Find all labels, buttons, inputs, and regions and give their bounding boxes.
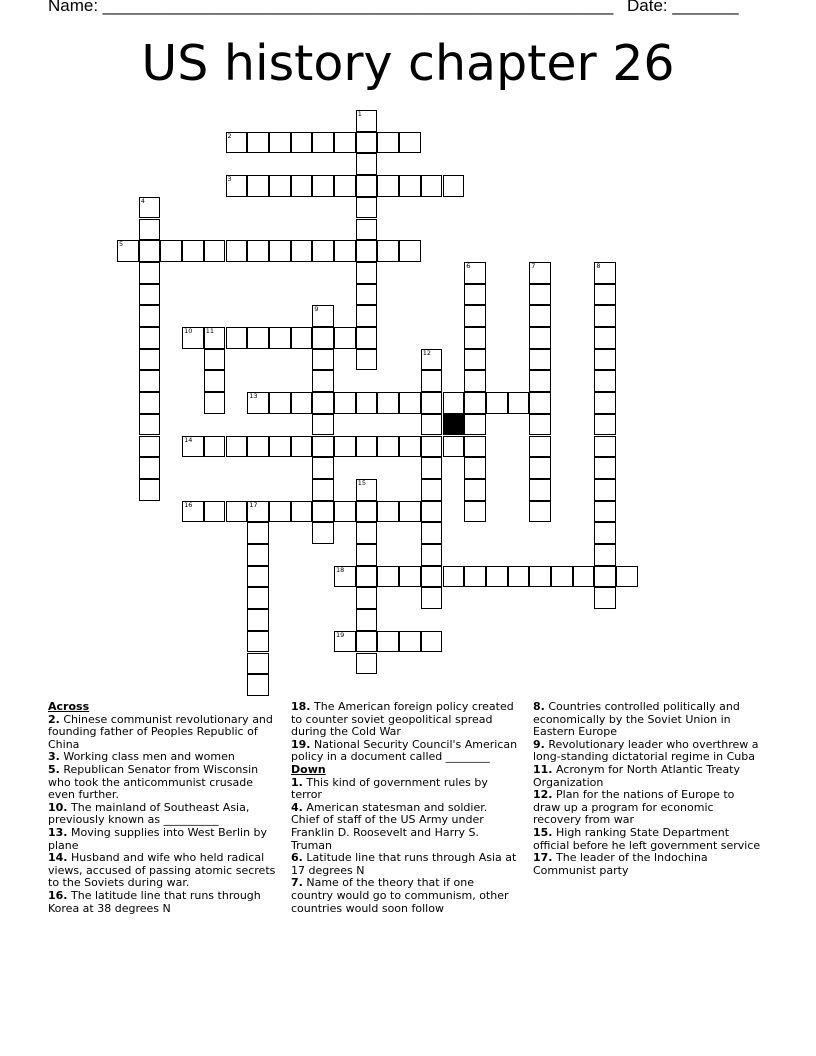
- grid-cell[interactable]: [226, 132, 248, 154]
- grid-cell[interactable]: [594, 479, 616, 501]
- grid-cell[interactable]: [421, 544, 443, 566]
- grid-cell[interactable]: [443, 566, 465, 588]
- clue-text: Acronym for North Atlantic Treaty Organization: [533, 762, 741, 789]
- clue-item: [533, 764, 761, 789]
- grid-cell[interactable]: [291, 392, 313, 414]
- across-heading: Across: [48, 700, 90, 713]
- grid-cell[interactable]: [312, 479, 334, 501]
- grid-cell[interactable]: [399, 631, 421, 653]
- cell-number: 7: [531, 261, 536, 270]
- grid-cell[interactable]: [421, 349, 443, 371]
- grid-cell[interactable]: [399, 501, 421, 523]
- grid-cell[interactable]: [139, 305, 161, 327]
- grid-cell[interactable]: [421, 479, 443, 501]
- grid-cell[interactable]: [226, 175, 248, 197]
- grid-cell[interactable]: [204, 436, 226, 458]
- grid-cell[interactable]: [204, 392, 226, 414]
- grid-cell[interactable]: [356, 305, 378, 327]
- grid-cell[interactable]: [421, 175, 443, 197]
- clue-item: [48, 890, 280, 915]
- clue-number: 19.: [291, 737, 311, 751]
- clue-number: 14.: [48, 851, 68, 865]
- grid-cell[interactable]: [529, 284, 551, 306]
- grid-cell[interactable]: [421, 522, 443, 544]
- grid-cell[interactable]: [356, 110, 378, 132]
- grid-cell[interactable]: [269, 132, 291, 154]
- grid-cell[interactable]: [529, 501, 551, 523]
- grid-cell[interactable]: [594, 457, 616, 479]
- grid-cell[interactable]: [269, 327, 291, 349]
- clue-item: [291, 739, 519, 764]
- grid-black-cell: [443, 414, 465, 436]
- grid-cell[interactable]: [443, 175, 465, 197]
- grid-cell[interactable]: [464, 436, 486, 458]
- grid-cell[interactable]: [356, 653, 378, 675]
- grid-cell[interactable]: [594, 349, 616, 371]
- clue-item: [291, 777, 519, 802]
- grid-cell[interactable]: [291, 436, 313, 458]
- grid-cell[interactable]: [421, 501, 443, 523]
- grid-cell[interactable]: [139, 479, 161, 501]
- grid-cell[interactable]: [291, 132, 313, 154]
- grid-cell[interactable]: [226, 501, 248, 523]
- clue-column-1: [48, 701, 280, 915]
- grid-cell[interactable]: [204, 501, 226, 523]
- grid-cell[interactable]: [356, 544, 378, 566]
- grid-cell[interactable]: [529, 457, 551, 479]
- grid-cell[interactable]: [247, 501, 269, 523]
- grid-cell[interactable]: [139, 197, 161, 219]
- clue-text: Plan for the nations of Europe to draw up a program for economic recovery from war: [533, 788, 735, 827]
- cell-number: 2: [227, 131, 232, 140]
- grid-cell[interactable]: [334, 501, 356, 523]
- cell-number: 15: [357, 478, 366, 487]
- grid-cell[interactable]: [356, 262, 378, 284]
- page-title: US history chapter 26: [141, 35, 675, 92]
- grid-cell[interactable]: [594, 327, 616, 349]
- grid-cell[interactable]: [464, 262, 486, 284]
- grid-cell[interactable]: [594, 284, 616, 306]
- grid-cell[interactable]: [247, 392, 269, 414]
- clue-text: The leader of the Indochina Communist party: [533, 851, 708, 877]
- cell-number: 19: [336, 630, 345, 639]
- grid-cell[interactable]: [247, 175, 269, 197]
- grid-cell[interactable]: [356, 132, 378, 154]
- grid-cell[interactable]: [312, 305, 334, 327]
- grid-cell[interactable]: [312, 392, 334, 414]
- grid-cell[interactable]: [529, 566, 551, 588]
- clue-number: 5.: [48, 762, 60, 776]
- grid-cell[interactable]: [291, 501, 313, 523]
- grid-cell[interactable]: [356, 197, 378, 219]
- grid-cell[interactable]: [356, 479, 378, 501]
- grid-cell[interactable]: [529, 262, 551, 284]
- grid-cell[interactable]: [182, 501, 204, 523]
- cell-number: 12: [422, 348, 432, 357]
- grid-cell[interactable]: [616, 566, 638, 588]
- grid-cell[interactable]: [312, 175, 334, 197]
- clue-text: Chinese communist revolutionary and founding father of Peoples Republic of China: [48, 712, 273, 751]
- grid-cell[interactable]: [356, 284, 378, 306]
- grid-cell[interactable]: [247, 544, 269, 566]
- clue-number: 11.: [533, 762, 553, 776]
- grid-cell[interactable]: [247, 327, 269, 349]
- grid-cell[interactable]: [139, 284, 161, 306]
- grid-cell[interactable]: [356, 522, 378, 544]
- grid-cell[interactable]: [356, 609, 378, 631]
- grid-cell[interactable]: [464, 392, 486, 414]
- clue-number: 15.: [533, 825, 553, 839]
- grid-cell[interactable]: [312, 414, 334, 436]
- grid-cell[interactable]: [421, 436, 443, 458]
- grid-cell[interactable]: [247, 674, 269, 696]
- grid-cell[interactable]: [139, 349, 161, 371]
- grid-cell[interactable]: [594, 436, 616, 458]
- cell-number: 5: [119, 240, 124, 249]
- clue-item: [291, 877, 519, 915]
- grid-cell[interactable]: [529, 370, 551, 392]
- grid-cell[interactable]: [443, 392, 465, 414]
- grid-cell[interactable]: [594, 522, 616, 544]
- grid-cell[interactable]: [226, 327, 248, 349]
- grid-cell[interactable]: [529, 436, 551, 458]
- grid-cell[interactable]: [334, 175, 356, 197]
- clue-text: The latitude line that runs through Korea at 38 degrees N: [48, 888, 261, 915]
- clue-item: [533, 827, 761, 852]
- clue-text: Countries controlled politically and economically by the Soviet Union in Eastern Europe: [533, 700, 740, 739]
- clue-text: Republican Senator from Wisconsin who took the anticommunist crusade even further.: [48, 762, 259, 802]
- cell-number: 13: [249, 392, 258, 401]
- grid-cell[interactable]: [377, 501, 399, 523]
- grid-cell[interactable]: [312, 457, 334, 479]
- grid-cell[interactable]: [464, 566, 486, 588]
- grid-cell[interactable]: [377, 175, 399, 197]
- grid-cell[interactable]: [247, 653, 269, 675]
- grid-cell[interactable]: [312, 327, 334, 349]
- grid-cell[interactable]: [334, 240, 356, 262]
- grid-cell[interactable]: [117, 240, 139, 262]
- grid-cell[interactable]: [594, 501, 616, 523]
- name-field-label: Name: ______________________________________________________: [48, 0, 614, 15]
- clue-number: 12.: [533, 788, 553, 802]
- grid-cell[interactable]: [464, 501, 486, 523]
- grid-cell[interactable]: [573, 566, 595, 588]
- cell-number: 9: [314, 305, 319, 314]
- grid-cell[interactable]: [464, 284, 486, 306]
- grid-cell[interactable]: [356, 566, 378, 588]
- grid-cell[interactable]: [594, 392, 616, 414]
- grid-cell[interactable]: [139, 392, 161, 414]
- grid-cell[interactable]: [377, 566, 399, 588]
- grid-cell[interactable]: [377, 436, 399, 458]
- grid-cell[interactable]: [247, 240, 269, 262]
- grid-cell[interactable]: [551, 566, 573, 588]
- grid-cell[interactable]: [464, 370, 486, 392]
- grid-cell[interactable]: [226, 240, 248, 262]
- grid-cell[interactable]: [160, 240, 182, 262]
- clue-item: [533, 852, 761, 877]
- grid-cell[interactable]: [356, 631, 378, 653]
- grid-cell[interactable]: [421, 631, 443, 653]
- cell-number: 6: [466, 261, 471, 270]
- grid-cell[interactable]: [529, 392, 551, 414]
- grid-cell[interactable]: [247, 436, 269, 458]
- grid-cell[interactable]: [421, 457, 443, 479]
- grid-cell[interactable]: [312, 132, 334, 154]
- grid-cell[interactable]: [529, 479, 551, 501]
- grid-cell[interactable]: [247, 631, 269, 653]
- clue-text: The mainland of Southeast Asia, previously known as __________: [48, 800, 250, 827]
- grid-cell[interactable]: [594, 370, 616, 392]
- grid-cell[interactable]: [291, 327, 313, 349]
- clue-item: [291, 802, 519, 852]
- cell-number: 3: [227, 175, 232, 184]
- grid-cell[interactable]: [508, 566, 530, 588]
- clue-item: [48, 852, 280, 890]
- grid-cell[interactable]: [464, 414, 486, 436]
- grid-cell[interactable]: [247, 609, 269, 631]
- grid-cell[interactable]: [356, 501, 378, 523]
- grid-cell[interactable]: [377, 132, 399, 154]
- grid-cell[interactable]: [356, 153, 378, 175]
- grid-cell[interactable]: [139, 219, 161, 241]
- grid-cell[interactable]: [334, 566, 356, 588]
- clue-number: 18.: [291, 700, 311, 713]
- grid-cell[interactable]: [399, 175, 421, 197]
- clue-text: The American foreign policy created to counter soviet geopolitical spread during the Cold War: [291, 700, 514, 739]
- grid-cell[interactable]: [356, 392, 378, 414]
- grid-cell[interactable]: [356, 219, 378, 241]
- grid-cell[interactable]: [139, 240, 161, 262]
- grid-cell[interactable]: [204, 370, 226, 392]
- grid-cell[interactable]: [312, 522, 334, 544]
- clue-text: Latitude line that runs through Asia at 17 degrees N: [291, 851, 517, 877]
- grid-cell[interactable]: [464, 479, 486, 501]
- clue-number: 4.: [291, 800, 303, 814]
- clue-text: This kind of government rules by terror: [291, 775, 488, 802]
- grid-cell[interactable]: [464, 327, 486, 349]
- grid-cell[interactable]: [421, 392, 443, 414]
- grid-cell[interactable]: [291, 175, 313, 197]
- clue-item: [533, 739, 761, 764]
- cell-number: 11: [205, 327, 215, 335]
- cell-number: 17: [249, 500, 258, 509]
- grid-cell[interactable]: [334, 327, 356, 349]
- clue-number: 2.: [48, 712, 60, 726]
- grid-cell[interactable]: [312, 436, 334, 458]
- grid-cell[interactable]: [247, 522, 269, 544]
- grid-cell[interactable]: [269, 240, 291, 262]
- date-field-label: Date: _______: [627, 0, 739, 15]
- grid-cell[interactable]: [529, 305, 551, 327]
- grid-cell[interactable]: [204, 240, 226, 262]
- cell-number: 8: [596, 261, 601, 270]
- clue-item: [48, 714, 280, 752]
- clue-item: [291, 701, 519, 739]
- grid-cell[interactable]: [464, 305, 486, 327]
- grid-cell[interactable]: [334, 392, 356, 414]
- grid-cell[interactable]: [377, 631, 399, 653]
- clue-number: 7.: [291, 876, 303, 890]
- clue-number: 1.: [291, 775, 303, 789]
- clue-number: 10.: [48, 800, 68, 814]
- grid-cell[interactable]: [204, 349, 226, 371]
- grid-cell[interactable]: [594, 414, 616, 436]
- cell-number: 1: [357, 110, 362, 118]
- clue-text: Revolutionary leader who overthrew a long-standing dictatorial regime in Cuba: [533, 737, 759, 764]
- grid-cell[interactable]: [182, 327, 204, 349]
- grid-cell[interactable]: [312, 349, 334, 371]
- clue-text: High ranking State Department official before he left government service: [533, 825, 761, 852]
- grid-cell[interactable]: [269, 175, 291, 197]
- clue-item: [533, 789, 761, 827]
- grid-cell[interactable]: [312, 240, 334, 262]
- grid-cell[interactable]: [594, 544, 616, 566]
- grid-cell[interactable]: [529, 414, 551, 436]
- grid-cell[interactable]: [377, 392, 399, 414]
- grid-cell[interactable]: [594, 566, 616, 588]
- grid-cell[interactable]: [226, 436, 248, 458]
- clue-text: Moving supplies into West Berlin by plane: [48, 825, 268, 852]
- grid-cell[interactable]: [356, 436, 378, 458]
- grid-cell[interactable]: [269, 501, 291, 523]
- grid-cell[interactable]: [139, 436, 161, 458]
- cell-number: 10: [184, 327, 193, 335]
- clue-item: [291, 852, 519, 877]
- grid-cell[interactable]: [486, 566, 508, 588]
- grid-cell[interactable]: [334, 436, 356, 458]
- grid-cell[interactable]: [247, 132, 269, 154]
- clue-column-3: [533, 701, 761, 877]
- grid-cell[interactable]: [356, 587, 378, 609]
- grid-cell[interactable]: [399, 392, 421, 414]
- clue-number: 17.: [533, 851, 553, 865]
- grid-cell[interactable]: [529, 327, 551, 349]
- cell-number: 14: [184, 435, 193, 444]
- grid-cell[interactable]: [421, 587, 443, 609]
- grid-cell[interactable]: [182, 240, 204, 262]
- clue-number: 8.: [533, 700, 545, 713]
- grid-cell[interactable]: [594, 262, 616, 284]
- grid-cell[interactable]: [334, 631, 356, 653]
- clue-number: 3.: [48, 750, 60, 764]
- grid-cell[interactable]: [247, 587, 269, 609]
- grid-cell[interactable]: [334, 132, 356, 154]
- grid-cell[interactable]: [529, 349, 551, 371]
- clue-text: National Security Council's American policy in a document called ________: [291, 737, 518, 764]
- grid-cell[interactable]: [399, 240, 421, 262]
- grid-cell[interactable]: [312, 501, 334, 523]
- clue-text: Name of the theory that if one country would go to communism, other countries would soon follow: [291, 876, 509, 915]
- grid-cell[interactable]: [399, 132, 421, 154]
- clue-number: 16.: [48, 888, 68, 902]
- grid-cell[interactable]: [182, 436, 204, 458]
- clue-item: [48, 802, 280, 827]
- grid-cell[interactable]: [421, 370, 443, 392]
- clue-column-2: [291, 701, 519, 915]
- grid-cell[interactable]: [139, 262, 161, 284]
- clue-item: [48, 827, 280, 852]
- grid-cell[interactable]: [464, 457, 486, 479]
- grid-cell[interactable]: [508, 392, 530, 414]
- grid-cell[interactable]: [139, 327, 161, 349]
- clue-text: Working class men and women: [63, 750, 235, 764]
- clue-text: American statesman and soldier. Chief of staff of the US Army under Franklin D. Roosevelt and Harry S. Truman: [291, 800, 488, 852]
- clue-item: [533, 701, 761, 739]
- clue-text: Husband and wife who held radical views, accused of passing atomic secrets to the Soviets during war.: [48, 851, 276, 890]
- grid-cell[interactable]: [269, 436, 291, 458]
- grid-cell[interactable]: [377, 240, 399, 262]
- grid-cell[interactable]: [464, 349, 486, 371]
- grid-cell[interactable]: [399, 566, 421, 588]
- grid-cell[interactable]: [204, 327, 226, 349]
- grid-cell[interactable]: [399, 436, 421, 458]
- grid-cell[interactable]: [139, 370, 161, 392]
- grid-cell[interactable]: [421, 414, 443, 436]
- cell-number: 16: [184, 500, 193, 509]
- down-heading: Down: [291, 762, 326, 776]
- grid-cell[interactable]: [139, 457, 161, 479]
- clue-number: 6.: [291, 851, 303, 865]
- cell-number: 18: [336, 565, 345, 574]
- grid-cell[interactable]: [594, 305, 616, 327]
- grid-cell[interactable]: [291, 240, 313, 262]
- clue-item: [48, 764, 280, 802]
- grid-cell[interactable]: [269, 392, 291, 414]
- grid-cell[interactable]: [356, 240, 378, 262]
- grid-cell[interactable]: [443, 436, 465, 458]
- grid-cell[interactable]: [356, 175, 378, 197]
- grid-cell[interactable]: [356, 327, 378, 349]
- grid-cell[interactable]: [486, 392, 508, 414]
- grid-cell[interactable]: [247, 566, 269, 588]
- grid-cell[interactable]: [312, 370, 334, 392]
- grid-cell[interactable]: [356, 349, 378, 371]
- clue-number: 13.: [48, 825, 68, 839]
- cell-number: 4: [140, 196, 145, 205]
- grid-cell[interactable]: [421, 566, 443, 588]
- grid-cell[interactable]: [594, 587, 616, 609]
- grid-cell[interactable]: [139, 414, 161, 436]
- clue-number: 9.: [533, 737, 545, 751]
